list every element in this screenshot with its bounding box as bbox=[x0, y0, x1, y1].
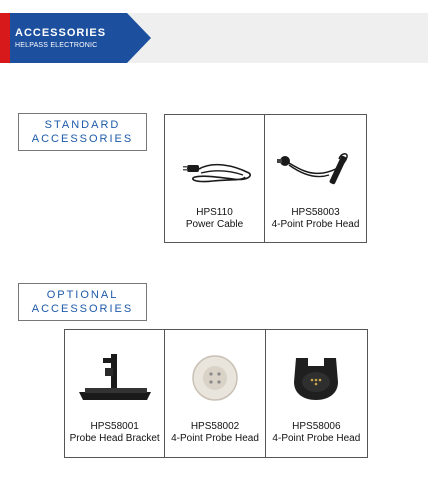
accessory-name: 4-Point Probe Head bbox=[271, 219, 360, 230]
accessory-name: 4-Point Probe Head bbox=[272, 433, 361, 444]
accessory-name: Power Cable bbox=[185, 219, 244, 230]
probe-bracket-icon bbox=[65, 352, 164, 404]
accessory-name: Probe Head Bracket bbox=[69, 433, 160, 444]
page-subtitle: HELPASS ELECTRONIC bbox=[15, 42, 98, 49]
optional-label-line2: ACCESSORIES bbox=[31, 303, 134, 315]
accessory-code: HPS58003 bbox=[291, 207, 340, 218]
round-probe-head-icon bbox=[165, 352, 264, 402]
accessory-name: 4-Point Probe Head bbox=[171, 433, 259, 444]
page-title: ACCESSORIES bbox=[15, 27, 107, 39]
standard-accessories-grid bbox=[164, 114, 367, 243]
standard-label-line2: ACCESSORIES bbox=[31, 133, 134, 145]
optional-label-line1: OPTIONAL bbox=[46, 289, 119, 301]
accessory-code: HPS110 bbox=[196, 207, 233, 218]
black-probe-head-icon bbox=[266, 348, 367, 404]
accessory-code: HPS58006 bbox=[292, 421, 341, 432]
optional-accessories-label bbox=[18, 283, 147, 321]
accessory-card-hps110 bbox=[165, 115, 265, 242]
accessory-code: HPS58002 bbox=[190, 421, 240, 432]
optional-accessories-grid bbox=[64, 329, 368, 458]
banner-arrow-icon bbox=[127, 13, 151, 63]
accessory-card-hps58006 bbox=[266, 330, 367, 457]
standard-label-line1: STANDARD bbox=[44, 119, 121, 131]
standard-accessories-label bbox=[18, 113, 147, 151]
accessory-card-hps58003 bbox=[265, 115, 366, 242]
accessory-card-hps58001 bbox=[65, 330, 165, 457]
banner-red-stripe bbox=[0, 13, 10, 63]
probe-head-cable-icon bbox=[265, 149, 366, 195]
accessory-code: HPS58001 bbox=[90, 421, 139, 432]
power-cable-icon bbox=[165, 151, 264, 191]
accessory-card-hps58002 bbox=[165, 330, 265, 457]
